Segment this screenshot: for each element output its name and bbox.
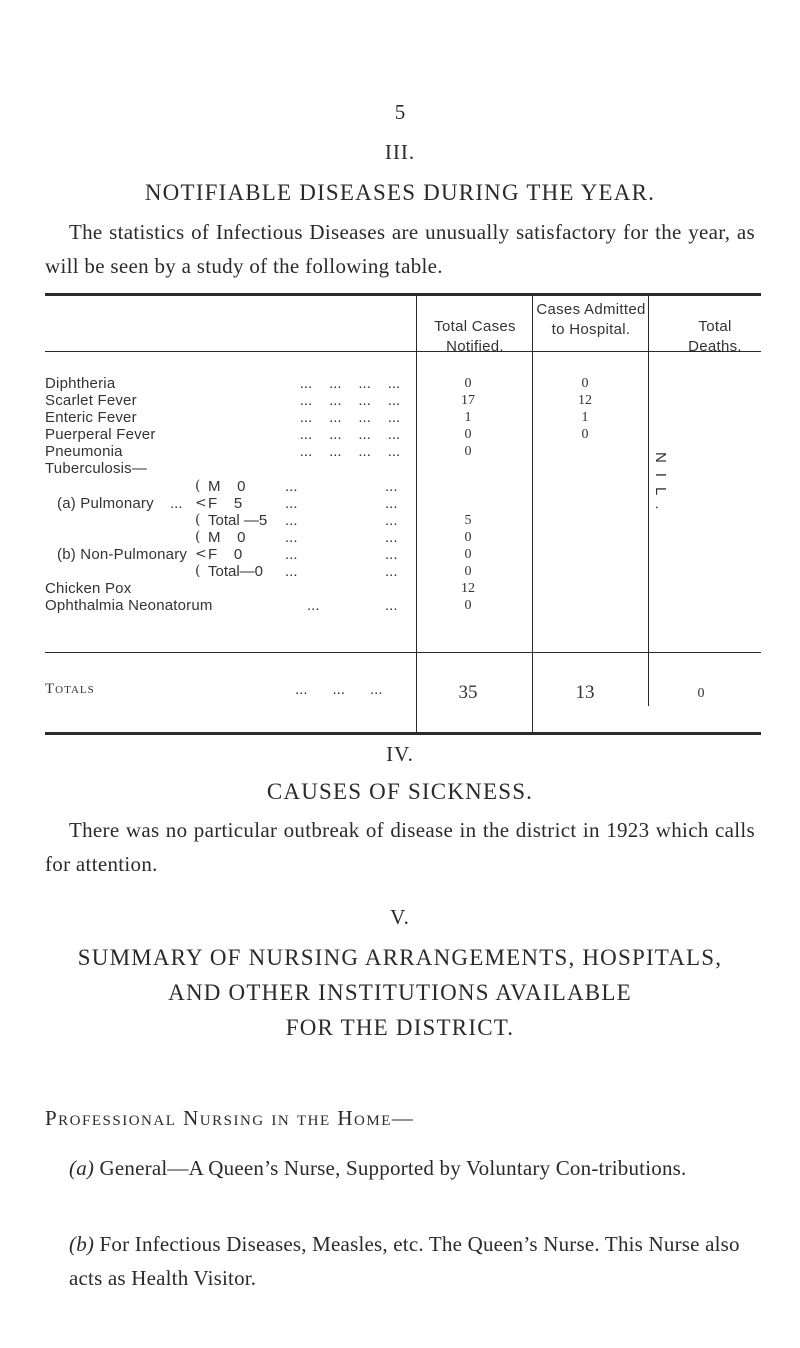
row-label: Scarlet Fever bbox=[45, 392, 137, 409]
total-hospital: 13 bbox=[575, 682, 595, 703]
cell-notified: 0 bbox=[464, 376, 472, 391]
item-b bbox=[69, 1227, 759, 1295]
row-label: Puerperal Fever bbox=[45, 426, 156, 443]
section-5-heading-line3: FOR THE DISTRICT. bbox=[285, 1015, 515, 1040]
item-a-text: General—A Queen’s Nurse, Supported by Voluntary Con-tributions. bbox=[99, 1156, 687, 1180]
cell-hospital: 0 bbox=[581, 376, 589, 391]
row-label: Diphtheria bbox=[45, 375, 116, 392]
totals-label: Totals bbox=[45, 681, 95, 697]
item-a-marker: (a) bbox=[69, 1156, 95, 1180]
professional-nursing-subheading: Professional Nursing in the Home— bbox=[45, 1106, 415, 1130]
section-4-numeral: IV. bbox=[386, 742, 414, 766]
item-b-text: For Infectious Diseases, Measles, etc. The Queen’s Nurse. This Nurse also acts as Health Visitor. bbox=[69, 1232, 740, 1290]
brace-icon: ( < ( bbox=[195, 478, 207, 528]
non-pulmonary-total: Total—0 bbox=[208, 563, 264, 580]
row-label: Enteric Fever bbox=[45, 409, 137, 426]
cell-notified: 0 bbox=[464, 598, 472, 613]
header-total-cases-notified: Total Cases Notified. bbox=[434, 318, 516, 355]
section-4-paragraph: There was no particular outbreak of disease in the district in 1923 which calls for attention. bbox=[45, 818, 755, 876]
section-3-paragraph: The statistics of Infectious Diseases are unusually satisfactory for the year, as will be seen by a study of the following table. bbox=[45, 220, 755, 278]
cell-notified: 0 bbox=[464, 564, 472, 579]
cell-notified: 0 bbox=[464, 427, 472, 442]
cell-notified: 12 bbox=[461, 581, 475, 596]
pulmonary-f: F 5 bbox=[208, 495, 243, 512]
cell-notified: 5 bbox=[464, 513, 472, 528]
pulmonary-label: (a) Pulmonary bbox=[57, 495, 154, 512]
header-total-deaths: Total Deaths. bbox=[688, 318, 742, 355]
cell-hospital: 1 bbox=[581, 410, 589, 425]
row-label: Tuberculosis— bbox=[45, 460, 148, 477]
section-5-heading-line2: AND OTHER INSTITUTIONS AVAILABLE bbox=[168, 980, 632, 1005]
section-5-numeral: V. bbox=[390, 905, 410, 929]
total-notified: 35 bbox=[458, 682, 478, 703]
cell-notified: 17 bbox=[461, 393, 475, 408]
section-3-numeral: III. bbox=[384, 140, 416, 164]
header-cases-admitted: Cases Admitted to Hospital. bbox=[536, 301, 646, 338]
cell-notified: 0 bbox=[464, 444, 472, 459]
non-pulmonary-label: (b) Non-Pulmonary bbox=[57, 546, 188, 563]
cell-notified: 0 bbox=[464, 547, 472, 562]
item-a bbox=[69, 1151, 759, 1185]
cell-notified: 0 bbox=[464, 530, 472, 545]
cell-hospital: 0 bbox=[581, 427, 589, 442]
non-pulmonary-m: M 0 bbox=[208, 529, 246, 546]
pulmonary-total: Total —5 bbox=[208, 512, 268, 529]
non-pulmonary-f: F 0 bbox=[208, 546, 243, 563]
section-4-heading: CAUSES OF SICKNESS. bbox=[266, 779, 534, 804]
page-number: 5 bbox=[394, 100, 406, 124]
row-label: Chicken Pox bbox=[45, 580, 132, 597]
total-deaths: 0 bbox=[697, 686, 705, 701]
row-label: Ophthalmia Neonatorum bbox=[45, 597, 213, 614]
item-b-marker: (b) bbox=[69, 1232, 95, 1256]
brace-icon: ( < ( bbox=[195, 529, 207, 579]
row-label: Pneumonia bbox=[45, 443, 123, 460]
notifiable-diseases-table: Total Cases Notified. Cases Admitted to Hospital. Total Deaths. Diphtheria ... ... ... ... 0 0 Scarlet Fever ... ... ... ... 17 12 Enteric Fever ... ... ... ... 1 1 Puerperal Fever ... ... ... ... 0 0 Pneumonia ... ... ... ... 0 Tuberculosis— (a) Pulmonary ... ( < ( M 0 F 5 Total —5 ... ... ... ... ... ... 5 (b) Non-Pulmonary ( < ( M 0 F 0 Total—0 ... ... ... ... ... ... 0 0 0 Chicken Pox 12 Ophthalmia Neonatorum ... ... 0 NIL. Totals ... ... ... 35 13 0 bbox=[45, 293, 761, 735]
cell-hospital: 12 bbox=[578, 393, 592, 408]
cell-notified: 1 bbox=[464, 410, 472, 425]
section-5-heading-line1: SUMMARY OF NURSING ARRANGEMENTS, HOSPITALS, bbox=[77, 945, 723, 970]
pulmonary-m: M 0 bbox=[208, 478, 246, 495]
deaths-nil-note: NIL. bbox=[652, 452, 669, 520]
section-3-heading: NOTIFIABLE DISEASES DURING THE YEAR. bbox=[144, 180, 656, 205]
